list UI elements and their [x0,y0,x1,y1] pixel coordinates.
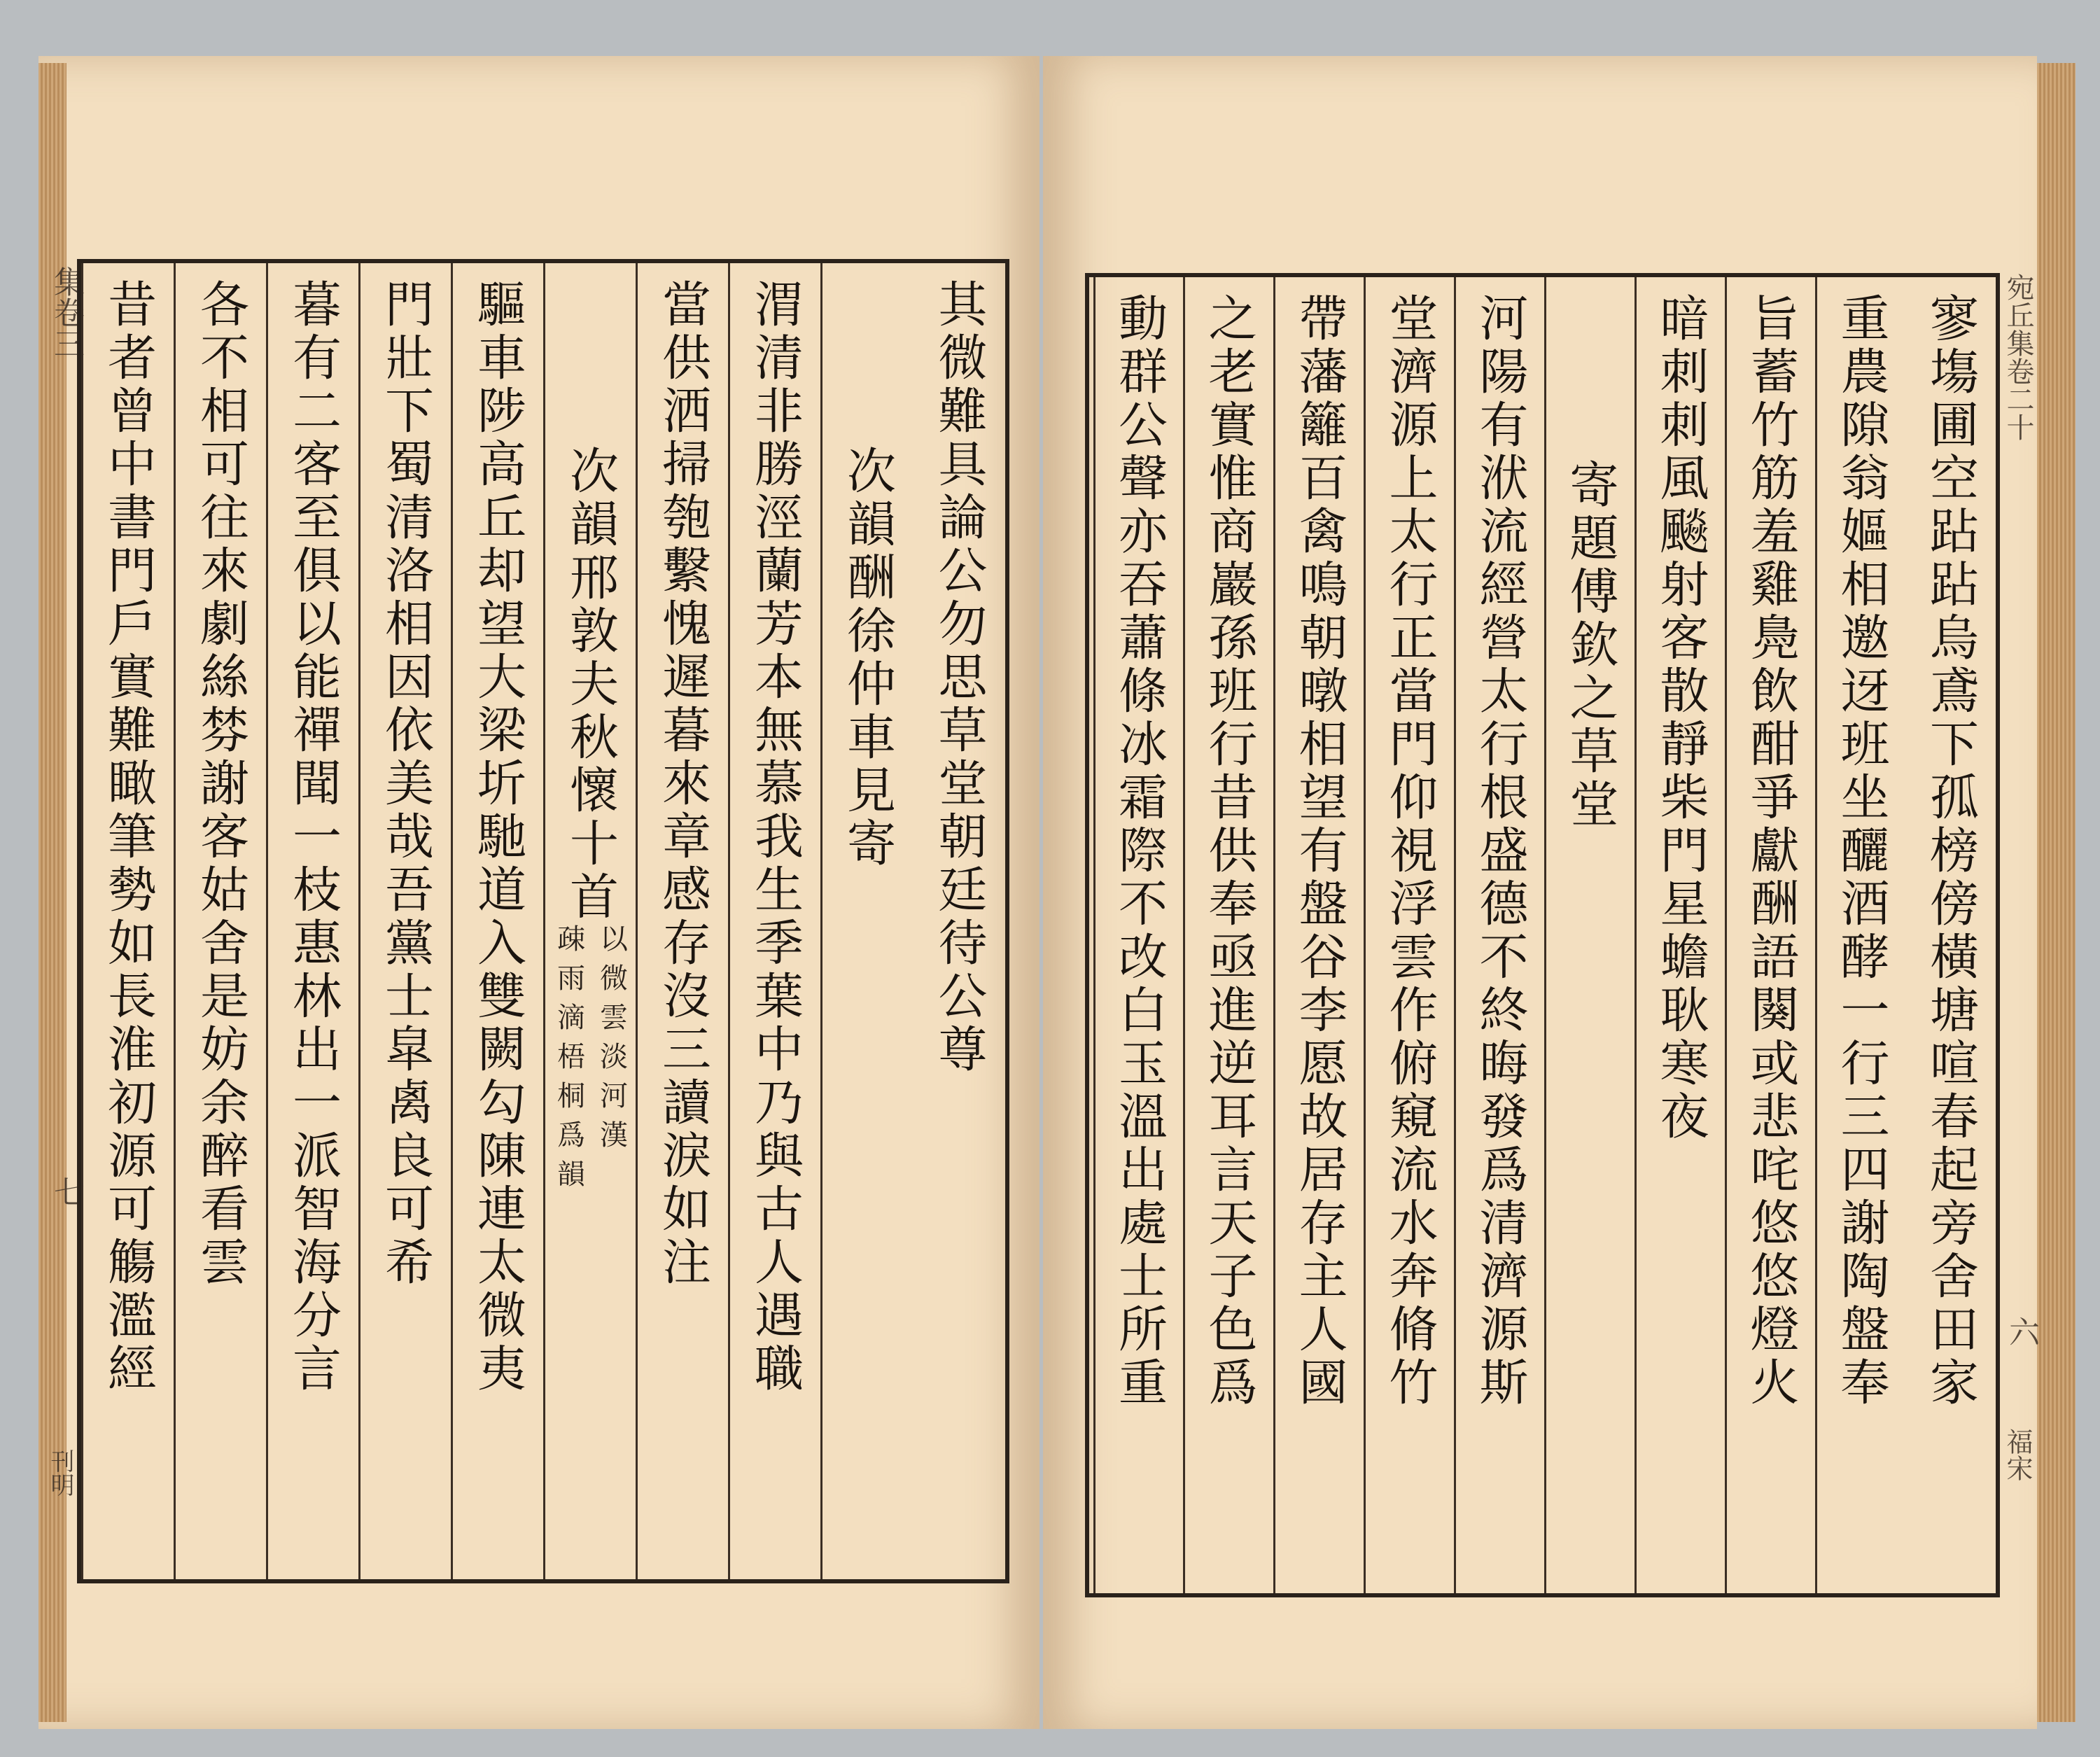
column-text: 動群公聲亦吞蕭條冰霜際不改白玉溫出處士所重 [1110,293,1168,1410]
column-text: 渭清非勝涇蘭芳本無慕我生季葉中乃與古人遇職 [746,279,804,1396]
left-column-1 [913,263,1005,1579]
column-text: 門壯下蜀清洛相因依美哉吾黨士皐禼良可希 [377,279,435,1289]
right-column-2 [1815,277,1905,1593]
column-text: 暗刺刺風飈射客散靜柴門星蟾耿寒夜 [1652,293,1709,1144]
left-column-4 [636,263,728,1579]
left-margin-mark-3: 刊明 [46,1449,74,1497]
column-text: 寄題傅欽之草堂 [1562,459,1619,832]
right-column-10 [1093,277,1183,1593]
left-text-frame [77,259,1009,1583]
left-margin-mark-1: 集卷三 [48,266,84,358]
left-column-10 [81,263,174,1579]
left-column-2 [820,263,913,1579]
column-text: 暮有二客至俱以能禪聞一枝惠林出一派智海分言 [284,279,342,1396]
column-text: 次韻邢敦夫秋懷十首 [561,445,620,924]
column-text: 重農隙翁嫗相邀迓班坐釃酒酵一行三四謝陶盤奉 [1833,293,1890,1410]
column-text: 昔者曾中書門戶實難瞰筆勢如長淮初源可觴濫經 [99,279,158,1396]
left-margin-mark-2: 七 [48,1176,84,1207]
column-text: 河陽有洑流經營太行根盛德不終晦發爲清濟源斯 [1471,293,1529,1410]
column-text: 當供洒掃匏繫愧遲暮來章感存沒三讀淚如注 [654,279,712,1289]
right-column-1 [1905,277,1996,1593]
right-margin-mark-3: 福宋 [2002,1428,2033,1481]
column-text: 其微難具論公勿思草堂朝廷待公尊 [930,279,988,1077]
right-column-5 [1544,277,1634,1593]
right-margin-mark-2: 六 [2003,1316,2039,1347]
right-page-edge [2037,63,2076,1722]
left-column-3 [728,263,820,1579]
right-column-6 [1454,277,1544,1593]
interlinear-note [550,924,632,1198]
column-text: 之老實惟商巖孫班行昔供奉亟進逆耳言天子色爲 [1200,293,1258,1410]
left-column-6 [451,263,543,1579]
column-text: 次韻酬徐仲車見寄 [839,445,897,871]
right-column-3 [1725,277,1815,1593]
right-text-frame [1085,273,2000,1597]
left-column-9 [174,263,266,1579]
column-text: 寥塲圃空跕跕烏鳶下孤榜傍橫塘喧春起旁舍田家 [1921,293,1980,1410]
column-text: 各不相可往來劇絲棼謝客姑舍是妨余醉看雲 [192,279,250,1289]
column-text: 驅車陟高丘却望大梁圻馳道入雙闕勾陳連太微夷 [469,279,527,1396]
left-column-5 [543,263,636,1579]
column-text: 旨蓄竹筋羞雞鳧飲酣爭獻酬語闋或悲咤悠悠燈火 [1742,293,1800,1410]
right-column-7 [1364,277,1454,1593]
right-column-8 [1273,277,1364,1593]
column-text: 堂濟源上太行正當門仰視浮雲作俯窺流水奔脩竹 [1381,293,1438,1410]
right-column-4 [1634,277,1725,1593]
note-line-1: 以微雲淡河漢 [595,924,628,1159]
right-margin-mark-1: 宛丘集卷二十 [2002,273,2034,441]
right-column-9 [1183,277,1273,1593]
note-line-2: 疎雨滴梧桐爲韻 [552,924,585,1198]
column-text: 帶藩籬百禽鳴朝暾相望有盤谷李愿故居存主人國 [1291,293,1348,1410]
left-column-7 [358,263,451,1579]
left-column-8 [266,263,358,1579]
